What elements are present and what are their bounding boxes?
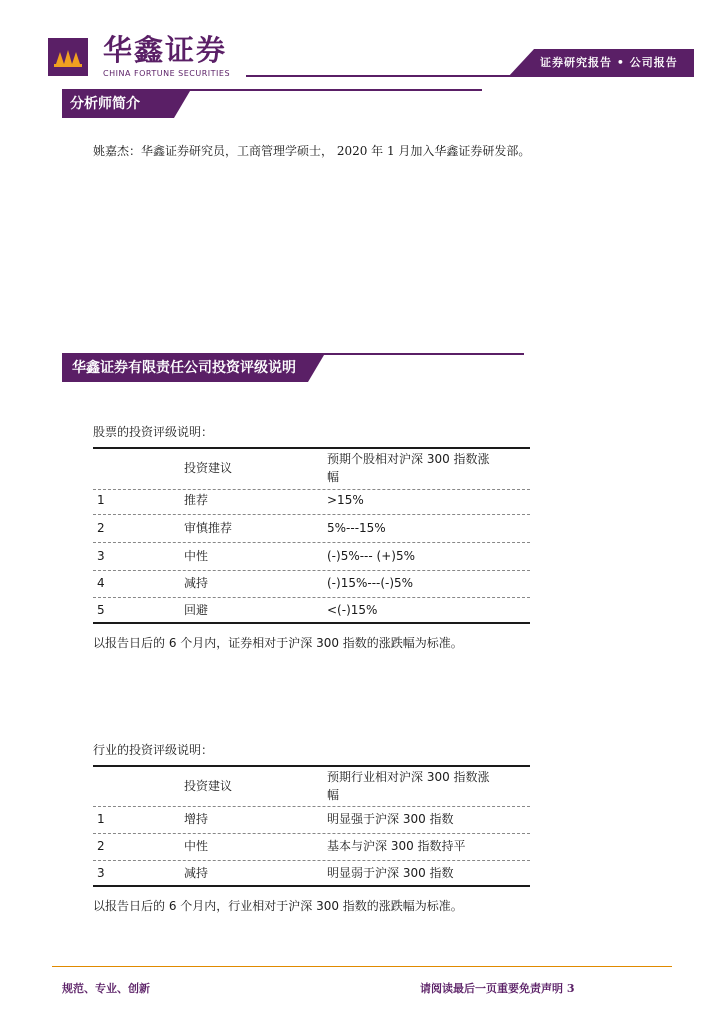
table-cell-range: >15% — [327, 493, 364, 507]
rating-section-rule — [62, 353, 524, 355]
footer-rule — [52, 966, 672, 967]
industry-table-top-rule — [93, 765, 530, 767]
stock-rating-caption: 股票的投资评级说明： — [93, 425, 214, 439]
table-cell-rec: 减持 — [184, 866, 209, 880]
stock-header-expected-cont: 幅 — [327, 470, 340, 484]
table-cell-range: (-)15%---(-)5% — [327, 576, 414, 590]
rating-section-title: 华鑫证券有限责任公司投资评级说明 — [72, 360, 296, 376]
stock-table-bottom-rule — [93, 622, 530, 624]
stock-table-top-rule — [93, 447, 530, 449]
stock-rating-note: 以报告日后的 6 个月内，证券相对于沪深 300 指数的涨跌幅为标准。 — [93, 636, 463, 650]
industry-table-bottom-rule — [93, 885, 530, 887]
table-cell-range: 明显强于沪深 300 指数 — [327, 812, 454, 826]
table-cell-range: 基本与沪深 300 指数持平 — [327, 839, 466, 853]
report-type-label: 证券研究报告 • 公司报告 — [540, 56, 678, 69]
table-cell-range: 明显弱于沪深 300 指数 — [327, 866, 454, 880]
logo-chinese-name: 华鑫证券 — [103, 33, 228, 67]
table-cell-rec: 回避 — [184, 603, 209, 617]
table-cell-rec: 审慎推荐 — [184, 521, 233, 535]
analyst-bio: 姚嘉杰：华鑫证券研究员，工商管理学硕士， 2020 年 1 月加入华鑫证券研发部。 — [93, 144, 531, 158]
industry-rating-note: 以报告日后的 6 个月内，行业相对于沪深 300 指数的涨跌幅为标准。 — [93, 899, 463, 913]
company-logo-icon — [48, 38, 88, 76]
table-cell-rec: 推荐 — [184, 493, 209, 507]
table-cell-no: 2 — [97, 521, 105, 535]
table-cell-rec: 减持 — [184, 576, 209, 590]
table-cell-rec: 增持 — [184, 812, 209, 826]
table-row-divider — [93, 860, 530, 861]
table-row-divider — [93, 514, 530, 515]
table-cell-rec: 中性 — [184, 839, 209, 853]
industry-header-divider — [93, 806, 530, 807]
industry-header-expected-cont: 幅 — [327, 788, 340, 802]
stock-header-divider — [93, 489, 530, 490]
table-cell-range: (-)5%--- (+)5% — [327, 549, 415, 563]
table-cell-no: 3 — [97, 549, 105, 563]
table-cell-range: 5%---15% — [327, 521, 386, 535]
analyst-section-title: 分析师简介 — [70, 96, 140, 112]
table-cell-no: 1 — [97, 493, 105, 507]
stock-header-expected: 预期个股相对沪深 300 指数涨 — [327, 452, 490, 466]
table-row-divider — [93, 597, 530, 598]
logo-english-name: CHINA FORTUNE SECURITIES — [103, 69, 231, 78]
table-cell-no: 2 — [97, 839, 105, 853]
table-cell-no: 1 — [97, 812, 105, 826]
footer-slogan: 规范、专业、创新 — [62, 982, 150, 995]
table-cell-no: 4 — [97, 576, 105, 590]
table-cell-no: 3 — [97, 866, 105, 880]
table-row-divider — [93, 542, 530, 543]
industry-rating-caption: 行业的投资评级说明： — [93, 743, 214, 757]
table-cell-rec: 中性 — [184, 549, 209, 563]
analyst-section-rule — [62, 89, 482, 91]
stock-header-recommendation: 投资建议 — [184, 461, 233, 475]
industry-header-expected: 预期行业相对沪深 300 指数涨 — [327, 770, 490, 784]
table-row-divider — [93, 570, 530, 571]
table-cell-no: 5 — [97, 603, 105, 617]
header-rule — [246, 75, 514, 77]
table-cell-range: <(-)15% — [327, 603, 378, 617]
footer-disclaimer-page: 请阅读最后一页重要免责声明 3 — [420, 982, 575, 995]
table-row-divider — [93, 833, 530, 834]
industry-header-recommendation: 投资建议 — [184, 779, 233, 793]
